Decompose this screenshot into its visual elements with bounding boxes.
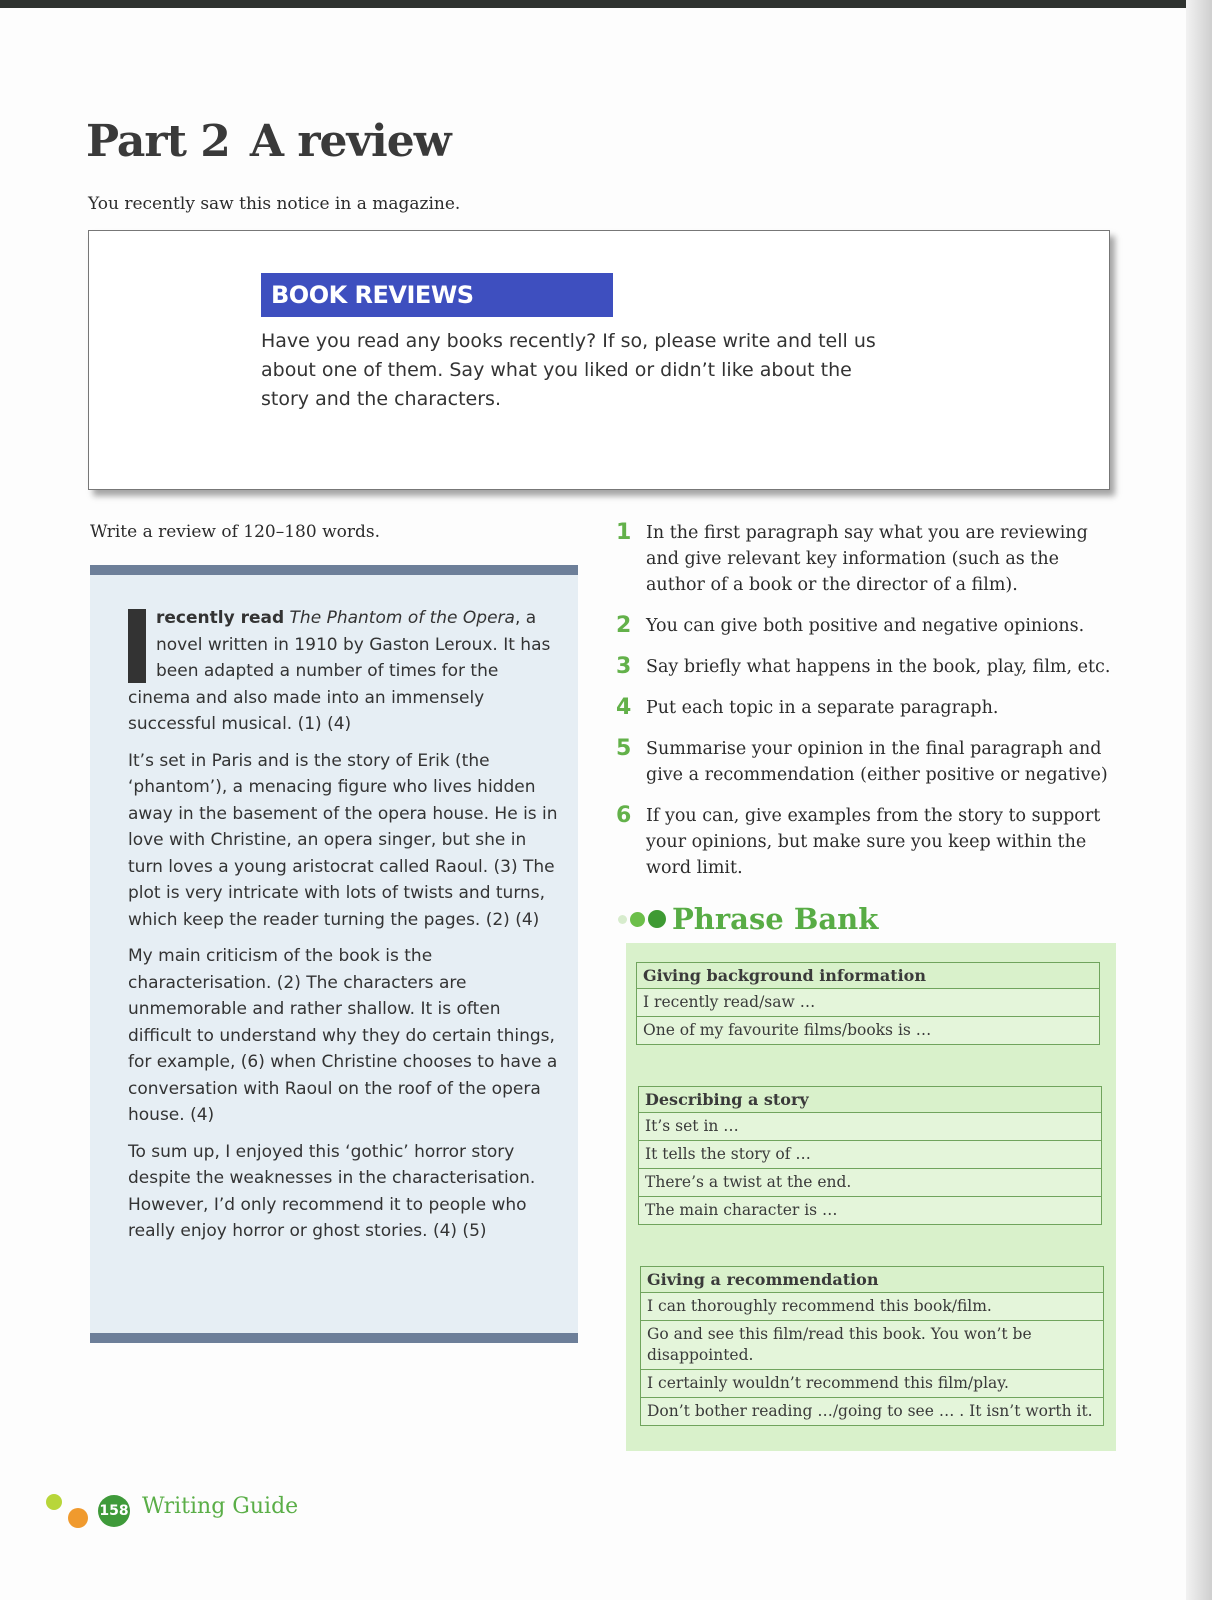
phrase-table-story: [638, 1086, 1102, 1225]
tip-text: Summarise your opinion in the final paragraph and give a recommendation (either positive or negative): [646, 739, 1108, 785]
notice-heading: BOOK REVIEWS: [261, 273, 613, 317]
tip-number: 4: [616, 695, 632, 720]
intro-text: You recently saw this notice in a magazine.: [88, 194, 461, 214]
page-title: [86, 116, 451, 167]
tip-number: 5: [616, 736, 632, 761]
dot-icon: [68, 1508, 88, 1528]
tip-item: [612, 520, 1122, 598]
footer-section-title: Writing Guide: [142, 1494, 299, 1519]
phrase-table-background: [636, 962, 1100, 1045]
tip-text: Say briefly what happens in the book, play, film, etc.: [646, 657, 1111, 677]
dot-icon: [630, 912, 645, 927]
phrase-bank-panel: [626, 943, 1116, 1451]
tip-item: [612, 654, 1122, 680]
phrase-bank-title: [618, 902, 878, 936]
page-number: 158: [98, 1495, 130, 1527]
sample-paragraph: My main criticism of the book is the characterisation. (2) The characters are unmemorable and rather shallow. It is often difficult to understand why they do certain things, for example, (6) when Christine chooses to have a conversation with Raoul on the roof of the opera house. (4): [128, 946, 558, 1125]
task-instruction: Write a review of 120–180 words.: [90, 522, 381, 542]
sample-review: [90, 565, 578, 1343]
tip-text: Put each topic in a separate paragraph.: [646, 698, 999, 718]
top-edge: [0, 0, 1212, 8]
drop-cap-i: [128, 609, 146, 683]
sample-paragraph: It’s set in Paris and is the story of Erik (the ‘phantom’), a menacing figure who lives hidden away in the basement of the opera house. He is in love with Christine, an opera singer, but she in turn loves a young aristocrat called Raoul. (3) The plot is very intricate with lots of twists and turns, which keep the reader turning the pages. (2) (4): [128, 750, 558, 930]
phrase-item: I can thoroughly recommend this book/film.: [641, 1293, 1104, 1321]
phrase-item: I recently read/saw …: [637, 989, 1100, 1017]
dot-icon: [648, 910, 666, 928]
tip-item: [612, 736, 1122, 788]
tip-text: If you can, give examples from the story to support your opinions, but make sure you keep within the word limit.: [646, 806, 1101, 878]
notice-box: [88, 230, 1110, 490]
tip-number: 6: [616, 803, 632, 828]
sample-paragraph: To sum up, I enjoyed this ‘gothic’ horror story despite the weaknesses in the characterisation. However, I’d only recommend it to people who really enjoy horror or ghost stories. (4) (5): [128, 1141, 536, 1241]
phrase-item: It’s set in …: [639, 1113, 1102, 1141]
tip-text: In the first paragraph say what you are reviewing and give relevant key information (such as the author of a book or the director of a film).: [646, 523, 1088, 595]
phrase-heading: Giving background information: [637, 963, 1100, 989]
phrase-item: Go and see this film/read this book. You won’t be disappointed.: [641, 1321, 1104, 1370]
phrase-item: The main character is …: [639, 1197, 1102, 1225]
phrase-item: One of my favourite films/books is …: [637, 1017, 1100, 1045]
notice-body: Have you read any books recently? If so, please write and tell us about one of them. Say what you liked or didn’t like about the story and the characters.: [261, 330, 876, 410]
book-title: The Phantom of the Opera: [289, 608, 515, 628]
sample-lead: recently read: [156, 608, 285, 628]
tip-number: 2: [616, 613, 632, 638]
tip-item: [612, 613, 1122, 639]
tip-text: You can give both positive and negative opinions.: [646, 616, 1085, 636]
phrase-item: Don’t bother reading …/going to see … . It isn’t worth it.: [641, 1398, 1104, 1426]
sample-top-bar: [90, 565, 578, 575]
tip-item: [612, 803, 1122, 881]
page-binding-edge: [1186, 0, 1212, 1600]
dot-icon: [46, 1494, 62, 1510]
sample-paragraph: [128, 605, 560, 738]
tip-number: 1: [616, 520, 632, 545]
part-title: A review: [249, 116, 451, 167]
phrase-table-recommendation: [640, 1266, 1104, 1426]
sample-text: [128, 605, 560, 1255]
tip-number: 3: [616, 654, 632, 679]
phrase-heading: Describing a story: [639, 1087, 1102, 1113]
phrase-heading: Giving a recommendation: [641, 1267, 1104, 1293]
sample-bottom-bar: [90, 1333, 578, 1343]
phrase-item: There’s a twist at the end.: [639, 1169, 1102, 1197]
phrase-item: I certainly wouldn’t recommend this film/play.: [641, 1370, 1104, 1398]
tips-list: [612, 520, 1122, 896]
phrase-item: It tells the story of …: [639, 1141, 1102, 1169]
part-label: Part 2: [86, 116, 230, 167]
sample-p1-rest: , a novel written in 1910 by Gaston Leroux. It has been adapted a number of times for the cinema and also made into an immensely successful musical. (1) (4): [128, 608, 551, 734]
tip-item: [612, 695, 1122, 721]
dot-icon: [618, 915, 627, 924]
phrase-bank-label: Phrase Bank: [672, 902, 879, 936]
